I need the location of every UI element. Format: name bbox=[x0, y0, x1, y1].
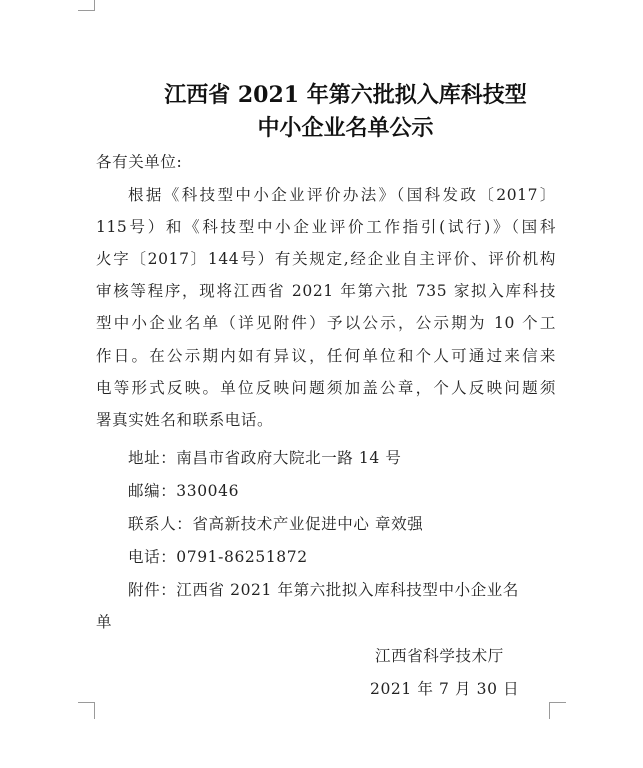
attachment-line-1: 附件：江西省 2021 年第六批拟入库科技型中小企业名 bbox=[128, 581, 520, 599]
contact-postcode: 邮编：330046 bbox=[128, 482, 240, 500]
body-line-2: 115号）和《科技型中小企业评价工作指引(试行)》（国科 bbox=[96, 218, 556, 236]
attachment-line-2: 单 bbox=[96, 613, 113, 631]
document-title-line-1: 江西省 2021 年第六批拟入库科技型 bbox=[164, 82, 527, 108]
crop-mark-bottom-left bbox=[78, 702, 95, 719]
body-line-3: 火字〔2017〕144号）有关规定,经企业自主评价、评价机构 bbox=[96, 250, 556, 268]
body-line-1: 根据《科技型中小企业评价办法》（国科发政〔2017〕 bbox=[128, 186, 556, 204]
body-line-4: 审核等程序，现将江西省 2021 年第六批 735 家拟入库科技 bbox=[96, 282, 556, 300]
body-line-5: 型中小企业名单（详见附件）予以公示，公示期为 10 个工 bbox=[96, 314, 556, 332]
body-line-7: 电等形式反映。单位反映问题须加盖公章，个人反映问题须 bbox=[96, 379, 556, 397]
document-title-line-2: 中小企业名单公示 bbox=[257, 115, 434, 141]
body-line-8: 署真实姓名和联系电话。 bbox=[96, 411, 274, 429]
crop-mark-bottom-right bbox=[549, 702, 566, 719]
body-line-6: 作日。在公示期内如有异议，任何单位和个人可通过来信来 bbox=[96, 347, 556, 365]
signature-organization: 江西省科学技术厅 bbox=[375, 647, 504, 665]
crop-mark-top-left bbox=[78, 0, 95, 11]
contact-person: 联系人：省高新技术产业促进中心 章效强 bbox=[128, 515, 424, 533]
contact-phone: 电话：0791-86251872 bbox=[128, 548, 308, 566]
signature-date: 2021 年 7 月 30 日 bbox=[370, 680, 520, 698]
contact-address: 地址：南昌市省政府大院北一路 14 号 bbox=[128, 449, 402, 467]
salutation: 各有关单位: bbox=[96, 153, 183, 171]
